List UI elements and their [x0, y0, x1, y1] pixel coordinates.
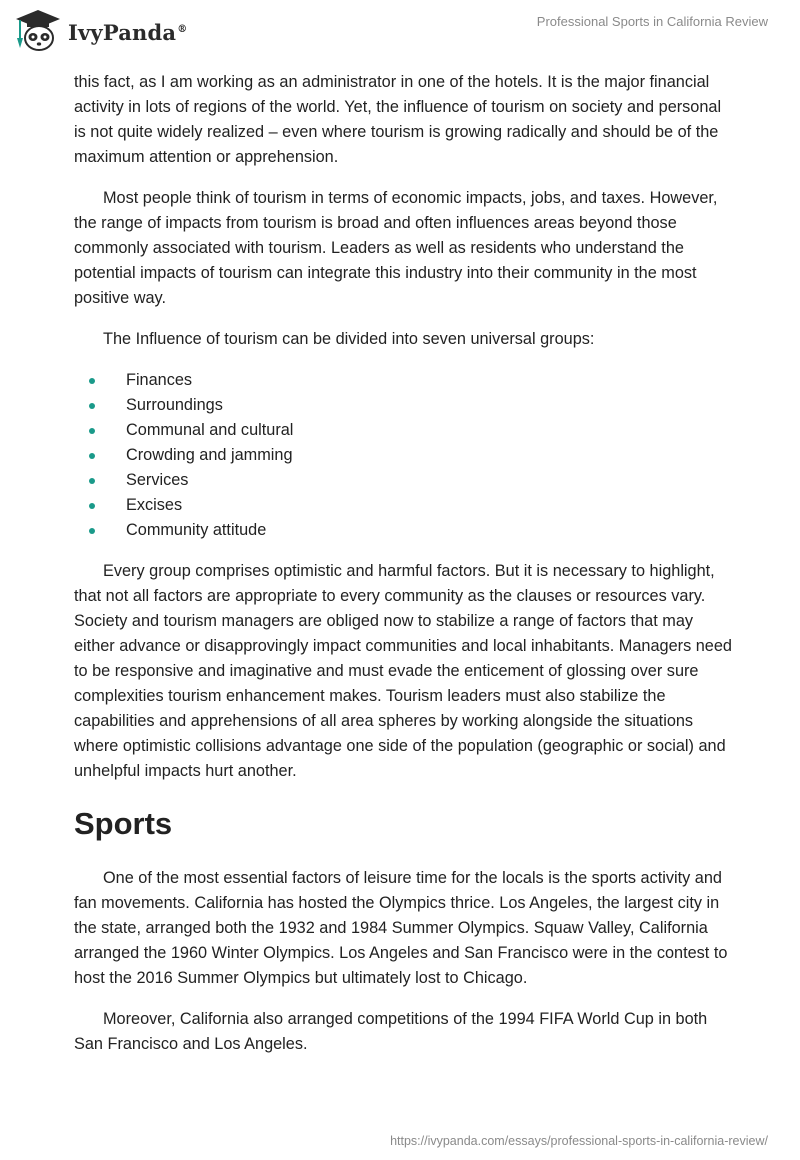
paragraph: One of the most essential factors of leisure time for the locals is the sports activity and fan movements. California has hosted the Olympics thrice. Los Angeles, the largest city in the state, arranged both the 1932 and 1984 Summer Olympics. Squaw Valley, California arranged the 1960 Winter Olympics. Los Angeles and San Francisco were in the contest to host the 2016 Summer Olympics but ultimately lost to Chicago.: [74, 869, 728, 987]
list-item: Communal and cultural: [74, 418, 734, 443]
bullet-icon: [89, 528, 95, 534]
bullet-icon: [89, 453, 95, 459]
page-header: [0, 0, 800, 70]
list-item: Services: [74, 468, 734, 493]
paragraph: Moreover, California also arranged competitions of the 1994 FIFA World Cup in both San Francisco and Los Angeles.: [74, 1010, 708, 1053]
list-item: Excises: [74, 493, 734, 518]
source-url[interactable]: https://ivypanda.com/essays/professional-sports-in-california-review/: [390, 1134, 768, 1148]
bullet-icon: [89, 503, 95, 509]
panda-graduate-icon: [14, 8, 62, 52]
document-title: Professional Sports in California Review: [536, 14, 768, 29]
bullet-icon: [89, 428, 95, 434]
bullet-icon: [89, 403, 95, 409]
impact-groups-list: [74, 368, 734, 543]
paragraph: The Influence of tourism can be divided into seven universal groups:: [103, 330, 595, 348]
paragraph: Every group comprises optimistic and harmful factors. But it is necessary to highlight, that not all factors are appropriate to every community as the clauses or resources vary. Society and tourism managers are obliged now to stabilize a range of factors that may either advance or disapprovingly impact communities and local inhabitants. Managers need to be responsive and imaginative and must evade the enticement of glossing over sure complexities tourism enhancement makes. Tourism leaders must also stabilize the capabilities and apprehensions of all area spheres by working alongside the situations where optimistic collisions advantage one side of the population (geographic or social) and unhelpful impacts hurt another.: [74, 562, 732, 780]
section-heading: Sports: [74, 806, 173, 841]
essay-body: [74, 70, 734, 1073]
list-item: Finances: [74, 368, 734, 393]
list-item: Surroundings: [74, 393, 734, 418]
list-item: Community attitude: [74, 518, 734, 543]
list-item: Crowding and jamming: [74, 443, 734, 468]
paragraph: Most people think of tourism in terms of economic impacts, jobs, and taxes. However, the range of impacts from tourism is broad and often influences areas beyond those commonly associated with tourism. Leaders as well as residents who understand the potential impacts of tourism can integrate this industry into their community in the most positive way.: [74, 189, 718, 307]
brand-name: IvyPanda®: [68, 19, 188, 45]
bullet-icon: [89, 478, 95, 484]
bullet-icon: [89, 378, 95, 384]
paragraph: this fact, as I am working as an administrator in one of the hotels. It is the major financial activity in lots of regions of the world. Yet, the influence of tourism on society and personal is not quite widely realized – even where tourism is growing radically and should be of the maximum attention or apprehension.: [74, 73, 722, 166]
brand-logo[interactable]: [14, 8, 187, 52]
